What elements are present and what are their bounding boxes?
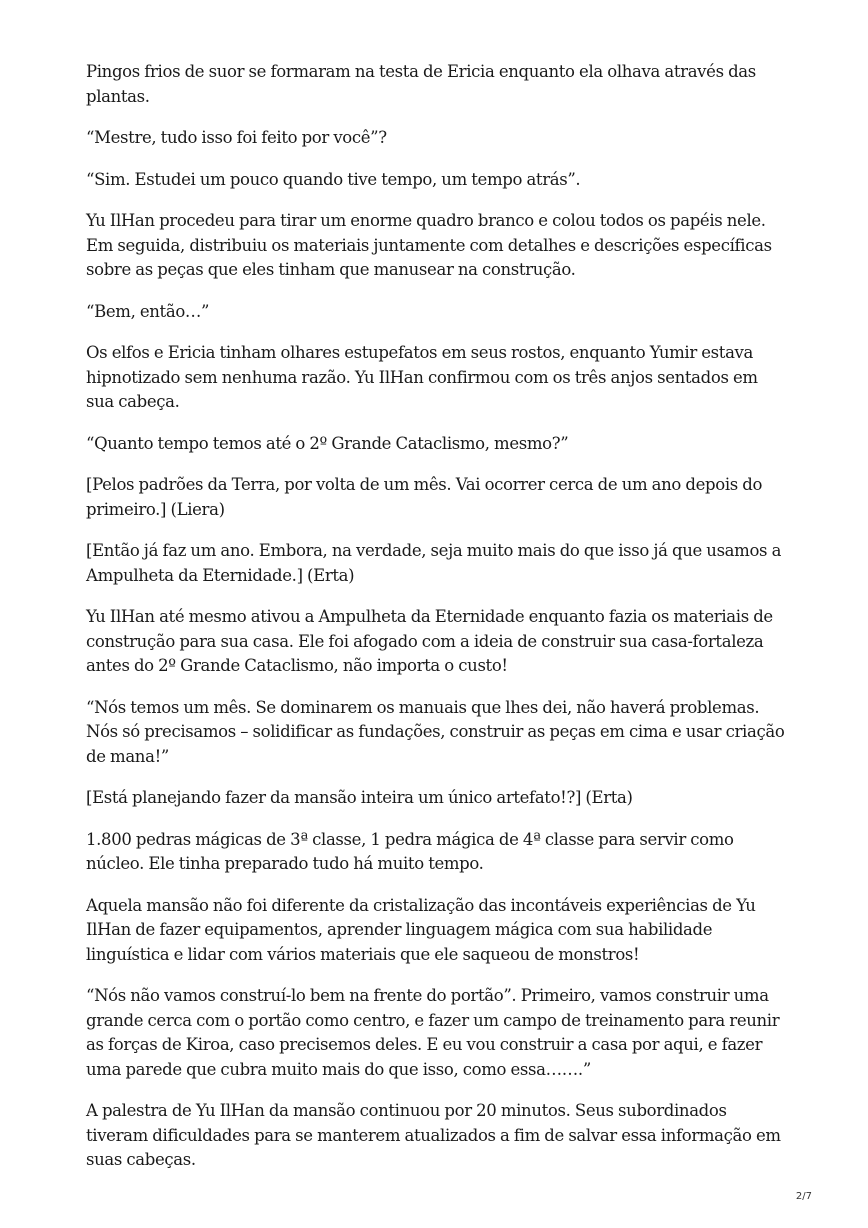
paragraph-4: Yu IlHan procedeu para tirar um enorme quadro branco e colou todos os papéis nele. Em seguida, distribuiu os materiais juntamente com detalhes e descrições específicas sobre as peças que eles tinham que manusear na construção. bbox=[86, 211, 772, 279]
paragraph-5: “Bem, então…” bbox=[86, 301, 210, 321]
paragraph-8: [Pelos padrões da Terra, por volta de um mês. Vai ocorrer cerca de um ano depois do primeiro.] (Liera) bbox=[86, 475, 763, 519]
page-number: 2/7 bbox=[795, 1191, 812, 1202]
document-body bbox=[86, 60, 786, 1190]
paragraph-1: Pingos frios de suor se formaram na testa de Ericia enquanto ela olhava através das plantas. bbox=[86, 62, 756, 106]
paragraph-2: “Mestre, tudo isso foi feito por você”? bbox=[86, 128, 387, 147]
paragraph-10: Yu IlHan até mesmo ativou a Ampulheta da Eternidade enquanto fazia os materiais de construção para sua casa. Ele foi afogado com a ideia de construir sua casa-fortaleza antes do 2º Grande Cataclismo, não importa o custo! bbox=[86, 607, 773, 675]
paragraph-3: “Sim. Estudei um pouco quando tive tempo, um tempo atrás”. bbox=[86, 169, 581, 189]
paragraph-7: “Quanto tempo temos até o 2º Grande Cataclismo, mesmo?” bbox=[86, 433, 569, 453]
paragraph-15: “Nós não vamos construí-lo bem na frente do portão”. Primeiro, vamos construir uma grande cerca com o portão como centro, e fazer um campo de treinamento para reunir as forças de Kiroa, caso precisemos deles. E eu vou construir a casa por aqui, e fazer uma parede que cubra muito mais do que isso, como essa…….” bbox=[86, 986, 780, 1079]
paragraph-11: “Nós temos um mês. Se dominarem os manuais que lhes dei, não haverá problemas. Nós só precisamos – solidificar as fundações, construir as peças em cima e usar criação de mana!” bbox=[86, 697, 785, 766]
paragraph-14: Aquela mansão não foi diferente da cristalização das incontáveis experiências de Yu IlHan de fazer equipamentos, aprender linguagem mágica com sua habilidade linguística e lidar com vários materiais que ele saqueou de monstros! bbox=[86, 895, 756, 964]
paragraph-16: A palestra de Yu IlHan da mansão continuou por 20 minutos. Seus subordinados tiveram dificuldades para se manterem atualizados a fim de salvar essa informação em suas cabeças. bbox=[86, 1101, 781, 1169]
paragraph-13: 1.800 pedras mágicas de 3ª classe, 1 pedra mágica de 4ª classe para servir como núcleo. Ele tinha preparado tudo há muito tempo. bbox=[86, 829, 734, 873]
paragraph-12: [Está planejando fazer da mansão inteira um único artefato!?] (Erta) bbox=[86, 788, 633, 807]
paragraph-9: [Então já faz um ano. Embora, na verdade, seja muito mais do que isso já que usamos a Ampulheta da Eternidade.] (Erta) bbox=[86, 541, 782, 585]
paragraph-6: Os elfos e Ericia tinham olhares estupefatos em seus rostos, enquanto Yumir estava hipnotizado sem nenhuma razão. Yu IlHan confirmou com os três anjos sentados em sua cabeça. bbox=[86, 343, 758, 411]
